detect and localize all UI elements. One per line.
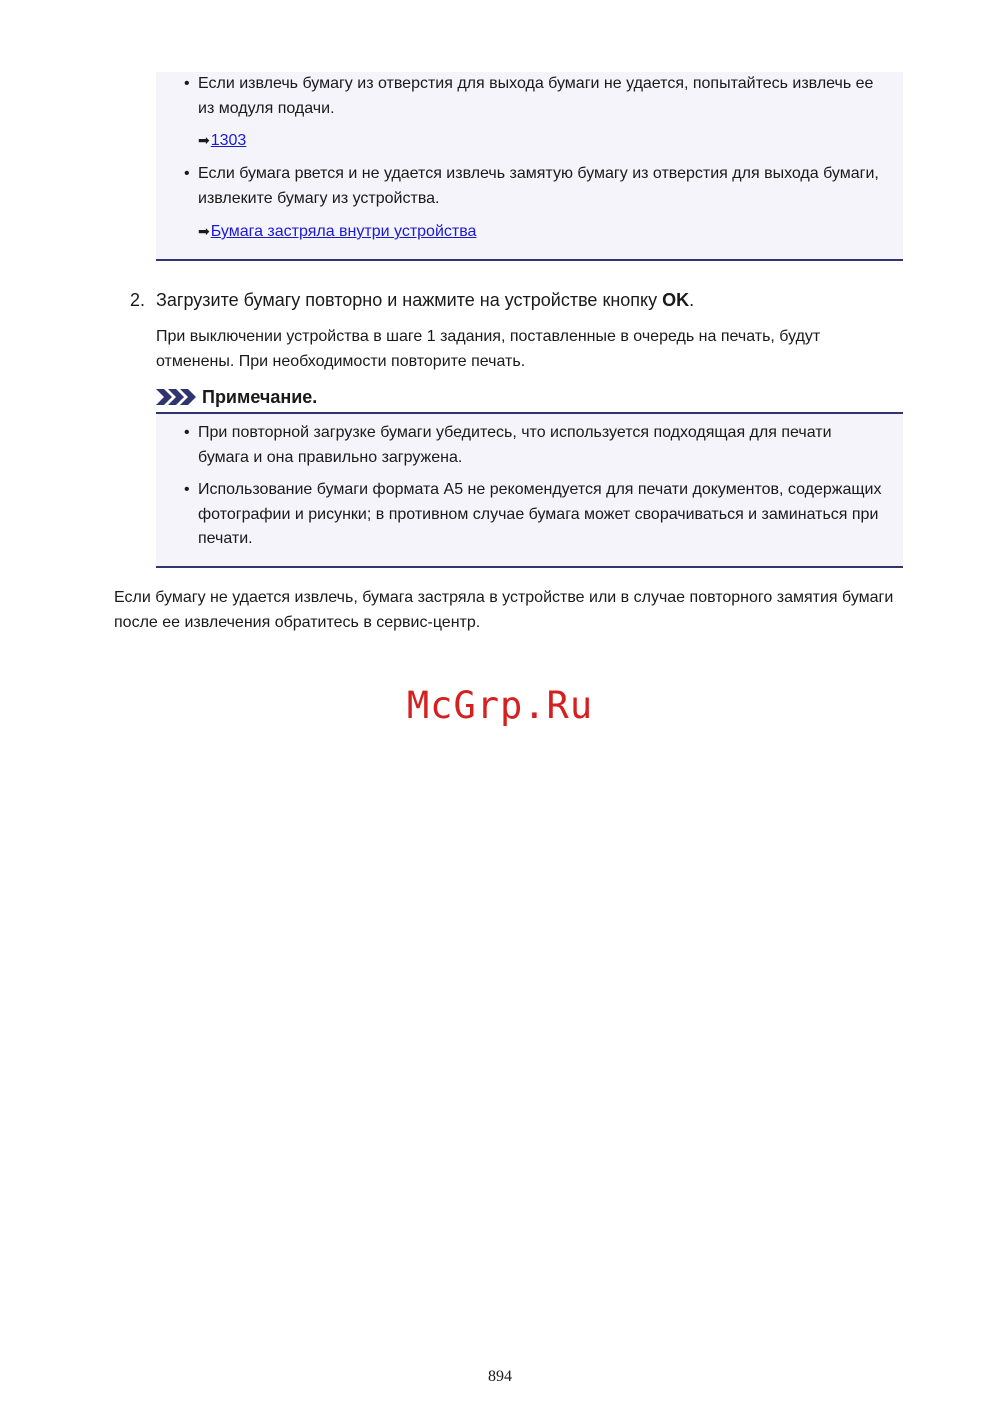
step-end: . bbox=[689, 290, 695, 310]
step-number: 2. bbox=[130, 290, 146, 310]
list-item bbox=[184, 162, 884, 211]
bullet-dot: • bbox=[184, 481, 190, 498]
link-paper-jam-inside[interactable]: Бумага застряла внутри устройства bbox=[210, 223, 477, 240]
bullet-dot: • bbox=[184, 75, 190, 92]
list-item bbox=[184, 478, 884, 552]
list-item bbox=[184, 72, 884, 121]
bullet-dot: • bbox=[184, 165, 190, 182]
list-item-text: Использование бумаги формата A5 не рекомендуется для печати документов, содержащих фотографии и рисунки; в противном случае бумага может сворачиваться и заминаться при печати. bbox=[198, 481, 882, 547]
link-1303[interactable]: 1303 bbox=[210, 132, 247, 149]
step-2-description: При выключении устройства в шаге 1 задания, поставленные в очередь на печать, будут отменены. При необходимости повторите печать. bbox=[156, 328, 821, 370]
list-item bbox=[184, 421, 884, 470]
page-number: 894 bbox=[488, 1368, 512, 1385]
bullet-dot: • bbox=[184, 424, 190, 441]
step-2 bbox=[130, 288, 694, 312]
closing-paragraph: Если бумагу не удается извлечь, бумага застряла в устройстве или в случае повторного замятия бумаги после ее извлечения обратитесь в сервис-центр. bbox=[114, 589, 894, 631]
list-item-text: Если бумага рвется и не удается извлечь замятую бумагу из отверстия для выхода бумаги, извлеките бумагу из устройства. bbox=[198, 165, 879, 207]
arrow-right-icon: ➡ bbox=[198, 132, 210, 148]
note-heading bbox=[156, 385, 317, 409]
arrow-right-icon: ➡ bbox=[198, 223, 210, 239]
note-chevrons-icon bbox=[156, 389, 196, 405]
ok-button-label: OK bbox=[662, 290, 690, 310]
top-note-box bbox=[156, 72, 903, 261]
watermark: McGrp.Ru bbox=[406, 684, 594, 727]
note-heading-text: Примечание. bbox=[202, 387, 318, 407]
related-link-paper-jam-inside bbox=[198, 220, 476, 243]
related-link-1303 bbox=[198, 129, 246, 152]
step-text: Загрузите бумагу повторно и нажмите на устройстве кнопку bbox=[156, 290, 663, 310]
list-item-text: Если извлечь бумагу из отверстия для выхода бумаги не удается, попытайтесь извлечь ее из модуля подачи. bbox=[198, 75, 874, 117]
list-item-text: При повторной загрузке бумаги убедитесь, что используется подходящая для печати бумага и она правильно загружена. bbox=[198, 424, 832, 466]
note-box bbox=[156, 412, 903, 568]
